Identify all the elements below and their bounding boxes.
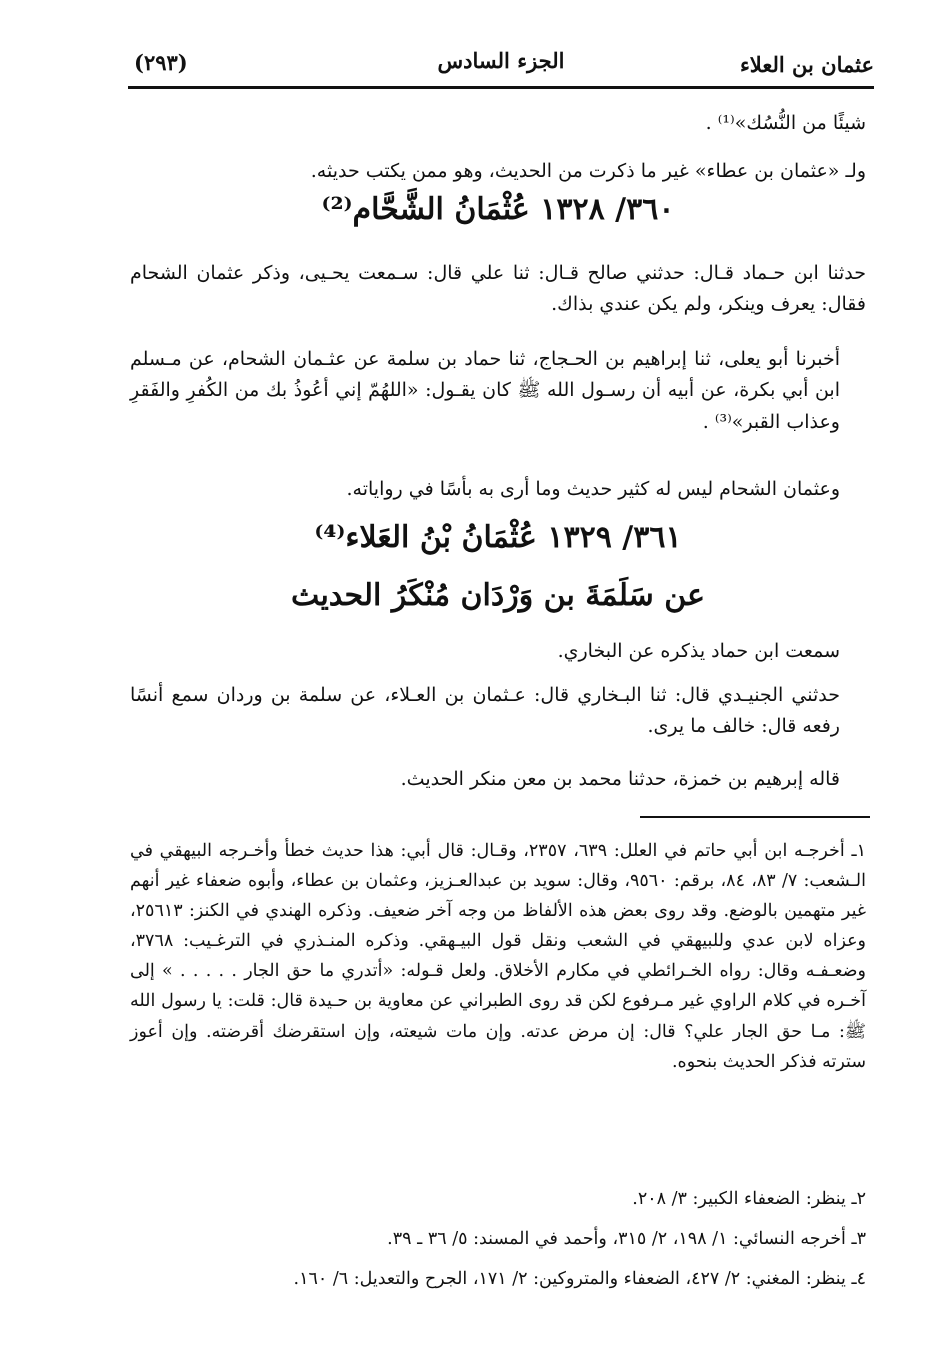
footnote-1: ١ـ أخرجـه ابن أبي حاتم في العلل: ٦٣٩، ٢٣٥٧، وقـال: قال أبي: هذا حديث خطأ وأخـرجه البيهقي في الـشعب: ٧/ ٨٣، ٨٤، برقم: ٩٥٦٠، وقال: سويد بن عبدالعـزيز، وعثمان بن عطاء، وأبوه ضعفاء غير أنهم غير متهمين بالوضع. وقد روى بعض هذه الألفاظ من وجه آخر ضعيف. وذكره الهندي في الكنز: ٢٥٦١٣، وعزاه لابن عدي وللبيهقي في الشعب ونقل قول البيـهقي. وذكره المنـذري في الترغـيب: ٣٧٦٨، وضعـفـه وقال: رواه الخـرائطي في مكارم الأخلاق. ولعل قـوله: «أتدري ما حق الجار . . . . . » إلى آخـره في كلام الراوي غير مـرفوع لكن قد روى الطبراني عن معاوية بن حـيدة قال: قلت: يا رسول الله ﷺ: مـا حق الجار علي؟ قال: إن مرض عدته. وإن مات شيعته، وإن استقرضك أقرضته. وإن أعوز سترته فذكر الحديث بنحوه.: [130, 841, 866, 1072]
paragraph-2: ولـ «عثمان بن عطاء» غير ما ذكرت من الحديث، وهو ممن يكتب حديثه.: [310, 160, 866, 182]
entry-subheading-361: عن سَلَمَةَ بن وَرْدَان مُنْكَرُ الحديث: [291, 578, 705, 613]
paragraph-7: حدثني الجنيـدي قال: ثنا البـخاري قال: عـثمان بن العـلاء، عن سلمة بن وردان سمع أنسًا رفعه قال: خالف ما يرى.: [130, 684, 840, 738]
running-head-author: عثمان بن العلاء: [739, 52, 874, 77]
footnote-4: ٤ـ ينظر: المغني: ٢/ ٤٢٧، الضعفاء والمتروكين: ٢/ ١٧١، الجرح والتعديل: ٦/ ١٦٠.: [293, 1269, 866, 1289]
footnote-2: ٢ـ ينظر: الضعفاء الكبير: ٣/ ٢٠٨.: [632, 1189, 866, 1209]
paragraph-4: أخبرنا أبو يعلى، ثنا إبراهيم بن الحـجاج، ثنا حماد بن سلمة عن عثـمان الشحام، عن مـسلم ابن أبي بكرة، عن أبيه أن رسـول الله ﷺ كان يقـول: «اللهُمّ إني أعُوذُ بك من الكُفرِ والفَقرِ وعذاب القبر»⁽³⁾ .: [130, 348, 840, 433]
paragraph-8: قاله إبرهيم بن خمزة، حدثنا محمد بن معن منكر الحديث.: [400, 768, 840, 790]
footnote-3: ٣ـ أخرجه النسائي: ١/ ١٩٨، ٢/ ٣١٥، وأحمد في المسند: ٥/ ٣٦ ـ ٣٩.: [387, 1229, 866, 1249]
page-number: (٢٩٣): [134, 50, 188, 75]
footnote-divider: [640, 816, 870, 818]
paragraph-1: شيئًا من النُّسُك»⁽¹⁾ .: [705, 112, 866, 134]
paragraph-6: سمعت ابن حماد يذكره عن البخاري.: [557, 640, 840, 662]
paragraph-5: وعثمان الشحام ليس له كثير حديث وما أرى به بأسًا في رواياته.: [346, 478, 840, 500]
entry-heading-360: ٣٦٠/ ١٣٢٨ عُثْمَانُ الشَّحَّام⁽²⁾: [321, 192, 675, 227]
paragraph-3: حدثنا ابن حـماد قـال: حدثني صالح قـال: ثنا علي قال: سـمعت يحـيى، وذكر عثمان الشحام فقال: يعرف وينكر، ولم يكن عندي بذاك.: [130, 262, 866, 316]
entry-heading-361: ٣٦١/ ١٣٢٩ عُثْمَانُ بْنُ العَلاء⁽⁴⁾: [314, 520, 682, 555]
header-divider: [128, 86, 874, 89]
page-header: [128, 44, 874, 90]
running-head-volume: الجزء السادس: [437, 48, 565, 73]
